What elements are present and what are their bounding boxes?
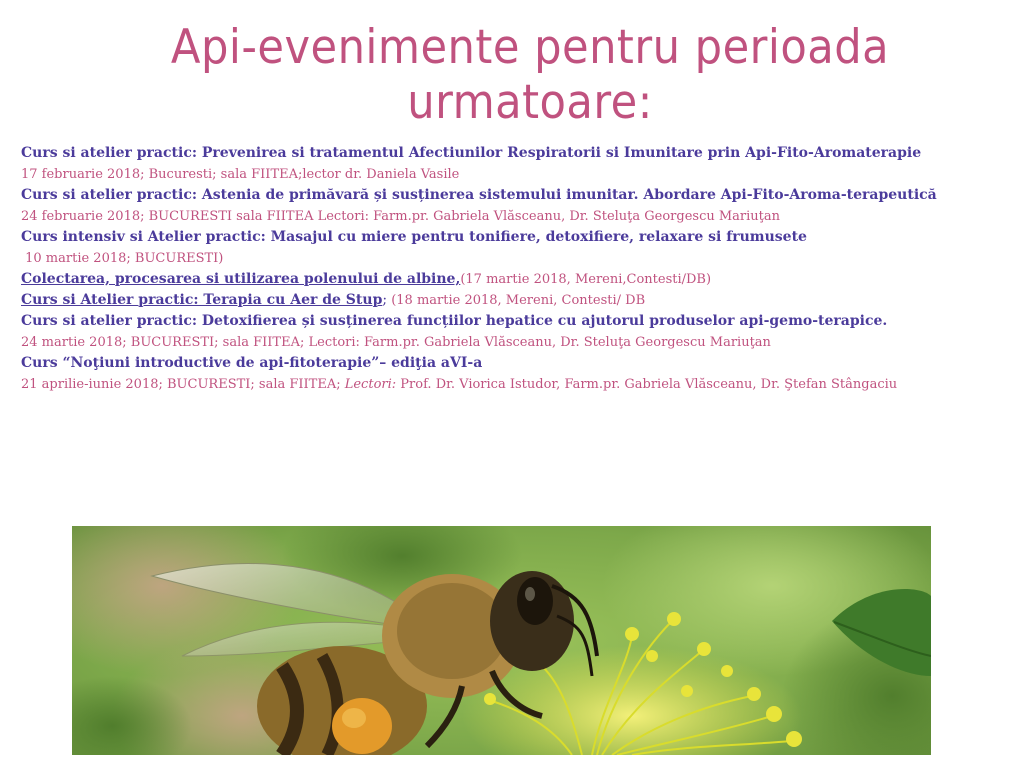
event-details xyxy=(21,374,1004,395)
event-heading: Curs si atelier practic: Detoxifierea și susținerea funcțiilor hepatice cu ajutorul produselor api-gemo-terapice. xyxy=(21,313,888,329)
event-item xyxy=(21,353,1004,395)
event-details-lectori: Lectori: xyxy=(344,377,397,392)
event-details: (18 martie 2018, Mereni, Contesti/ DB xyxy=(387,293,646,308)
event-details: 24 martie 2018; BUCURESTI; sala FIITEA; Lectori: Farm.pr. Gabriela Vlăsceanu, Dr. Steluţa Georgescu Mariuţan xyxy=(21,335,771,350)
event-heading: Curs “Noţiuni introductive de api-fitoterapie”– ediţia aVI-a xyxy=(21,355,483,371)
event-item xyxy=(21,311,1004,353)
event-details-suffix: Prof. Dr. Viorica Istudor, Farm.pr. Gabriela Vlăsceanu, Dr. Ştefan Stângaciu xyxy=(396,377,898,392)
event-item xyxy=(21,269,1004,290)
event-heading: Curs si atelier practic: Astenia de primăvară și susținerea sistemului imunitar. Abordare Api-Fito-Aroma-terapeutică xyxy=(21,187,937,203)
event-item xyxy=(21,290,1004,311)
event-heading-link[interactable]: Curs si Atelier practic: Terapia cu Aer de Stup xyxy=(21,292,383,308)
event-details-prefix: 21 aprilie-iunie 2018; BUCURESTI; sala FIITEA; xyxy=(21,377,345,392)
event-details: 24 februarie 2018; BUCURESTI sala FIITEA Lectori: Farm.pr. Gabriela Vlăsceanu, Dr. Steluţa Georgescu Mariuţan xyxy=(21,209,781,224)
event-item xyxy=(21,143,1004,185)
page-title: Api-evenimente pentru perioada urmatoare: xyxy=(170,20,890,130)
event-heading: Curs intensiv si Atelier practic: Masajul cu miere pentru tonifiere, detoxifiere, relaxare si frumusete xyxy=(21,229,807,245)
event-heading-link[interactable]: Colectarea, procesarea si utilizarea polenului de albine, xyxy=(21,271,461,287)
event-separator: ; xyxy=(382,292,388,308)
event-heading: Curs si atelier practic: Prevenirea si tratamentul Afectiunilor Respiratorii si Imunitare prin Api-Fito-Aromaterapie xyxy=(21,145,922,161)
event-item xyxy=(21,185,1004,227)
bee-photo xyxy=(72,526,931,755)
event-details: 17 februarie 2018; Bucuresti; sala FIITEA;lector dr. Daniela Vasile xyxy=(21,167,460,182)
bee-on-flower-image xyxy=(72,526,931,755)
event-list xyxy=(21,143,1004,395)
event-item xyxy=(21,227,1004,269)
event-details: (17 martie 2018, Mereni,Contesti/DB) xyxy=(460,272,712,287)
event-details: 10 martie 2018; BUCURESTI) xyxy=(21,251,224,266)
